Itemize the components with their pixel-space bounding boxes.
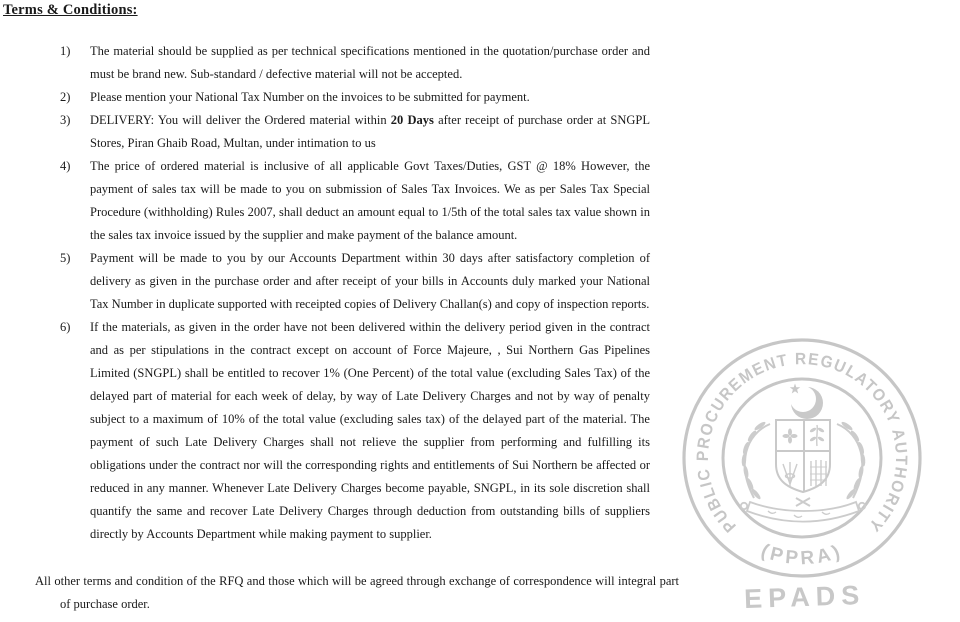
term-number: 4)	[60, 159, 71, 173]
pakistan-emblem-icon	[741, 384, 866, 522]
term-number: 3)	[60, 113, 71, 127]
term-item	[60, 109, 652, 155]
term-number: 5)	[60, 251, 71, 265]
term-number: 1)	[60, 44, 71, 58]
term-text: Payment will be made to you by our Accounts Department within 30 days after satisfactory completion of delivery as given in the purchase order and after receipt of your bills in Accounts duly marked your National Tax Number in duplicate supported with receipted copies of Delivery Challan(s) and copy of inspection reports.	[90, 251, 650, 311]
term-text: Please mention your National Tax Number on the invoices to be submitted for payment.	[90, 90, 530, 104]
footer-note: All other terms and condition of the RFQ and those which will be agreed through exchange of correspondence will integral part of purchase order.	[35, 574, 679, 611]
term-text: The material should be supplied as per technical specifications mentioned in the quotation/purchase order and must be brand new. Sub-standard / defective material will not be accepted.	[90, 44, 650, 81]
term-item	[60, 316, 652, 546]
terms-list	[60, 40, 652, 546]
term-number: 2)	[60, 90, 71, 104]
term-number: 6)	[60, 320, 71, 334]
watermark-epads-text: EPADS	[743, 579, 866, 615]
ppra-watermark-seal	[668, 324, 936, 622]
term-item	[60, 247, 652, 316]
term-text: The price of ordered material is inclusive of all applicable Govt Taxes/Duties, GST @ 18% However, the payment of sales tax will be made to you on submission of Sales Tax Invoices. We as per Sales Tax Special Procedure (withholding) Rules 2007, shall deduct an amount equal to 1/5th of the total sales tax value shown in the sales tax invoice issued by the supplier and make payment of the balance amount.	[90, 159, 650, 242]
term-item	[60, 155, 652, 247]
term-item	[60, 86, 652, 109]
watermark-ppra-text: (PPRA)	[758, 540, 846, 570]
term-text: If the materials, as given in the order have not been delivered within the delivery period given in the contract and as per stipulations in the contract except on account of Force Majeure, , Sui Northern Gas Pipelines Limited (SNGPL) shall be entitled to recover 1% (One Percent) of the total value (excluding Sales Tax) of the delayed part of material for each week of delay, by way of Late Delivery Charges and not by way of penalty subject to a maximum of 10% of the total value (excluding sales tax) of the delayed part of the material. The payment of such Late Delivery Charges shall not relieve the supplier from performing and fulfilling its obligations under the contract nor will the corresponding rights and entitlements of Sui Northern be affected or reduced in any manner. Whenever Late Delivery Charges become payable, SNGPL, in its sole discretion shall quantify the same and recover Late Delivery Charges through deduction from outstanding bills of suppliers directly by Accounts Department while making payment to supplier.	[90, 320, 650, 541]
page-title: Terms & Conditions:	[3, 2, 138, 18]
watermark-ring-text: PUBLIC PROCUREMENT REGULATORY AUTHORITY	[693, 350, 911, 537]
term-text: DELIVERY: You will deliver the Ordered material within 20 Days after receipt of purchase order at SNGPL Stores, Piran Ghaib Road, Multan, under intimation to us	[90, 113, 650, 150]
term-item	[60, 40, 652, 86]
seal-rings	[684, 340, 920, 576]
